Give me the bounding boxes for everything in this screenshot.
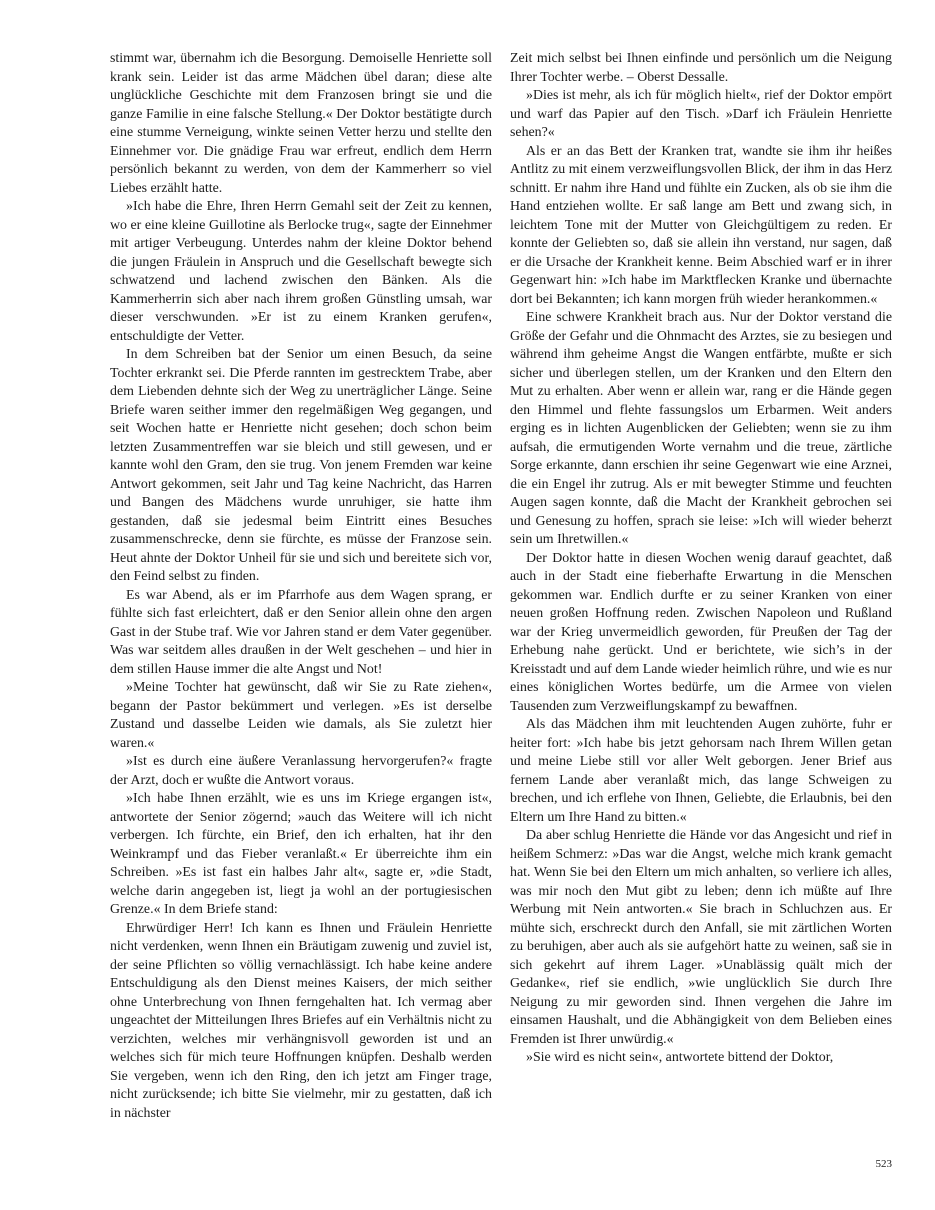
paragraph: »Ist es durch eine äußere Veranlassung hervorgerufen?« fragte der Arzt, doch er wußte die Antwort voraus. [110, 754, 492, 788]
paragraph: Als das Mädchen ihm mit leuchtenden Augen zuhörte, fuhr er heiter fort: »Ich habe bis jetzt gehorsam nach Ihrem Willen getan und meine Liebe still vor aller Welt geborgen. Jener Brief aus fernem Lande aber veranlaßt mich, das lange Schweigen zu brechen, und ich erflehe von Ihnen, Geliebte, die Erlaubnis, bei den Eltern um Ihre Hand zu bitten.« [510, 717, 892, 825]
paragraph: Eine schwere Krankheit brach aus. Nur der Doktor verstand die Größe der Gefahr und die Ohnmacht des Arztes, sie zu besiegen und während ihm geheime Angst die Wangen entfärbte, mußte er sich sicher und überlegen stellen, um der Kranken und den Eltern den Mut zu erhalten. Aber wenn er allein war, rang er die Hände gegen den Himmel und flehte fassungslos um Erbarmen. Weit anders erging es in lichten Augenblicken der Geliebten; wenn sie zu ihm aufsah, die ermutigenden Worte vernahm und die treue, zärtliche Sorge erkannte, dann erschien ihr seine Gegenwart wie eine Arznei, die ein Engel ihr zutrug. Als er mit bewegter Stimme und feuchten Augen sagen konnte, daß die Macht der Krankheit gebrochen sei und Genesung zu hoffen, sprach sie leise: »Ich will wieder beherzt sein um Ihretwillen.« [510, 310, 892, 547]
paragraph: Zeit mich selbst bei Ihnen einfinde und persönlich um die Neigung Ihrer Tochter werbe. – Oberst Dessalle. [510, 51, 892, 85]
paragraph: Da aber schlug Henriette die Hände vor das Angesicht und rief in heißem Schmerz: »Das war die Angst, welche mich krank gemacht hat. Wenn Sie bei den Eltern um mich anhalten, so verliere ich alles, was mir noch den Mut gibt zu leben; denn ich müßte auf Ihre Werbung mit Nein antworten.« Sie brach in Schluchzen aus. Er mühte sich, erschreckt durch den Anfall, sie mit zärtlichen Worten zu beruhigen, aber auch als sie aufgehört hatte zu weinen, saß sie in sich gekehrt auf ihrem Lager. »Unablässig quält mich der Gedanke«, rief sie endlich, »wie unglücklich Sie durch Ihre Neigung zu mir geworden sind. Ihnen vergehen die Jahre im einsamen Haushalt, und die Abhängigkeit von dem Belieben eines Fremden ist Ihrer unwürdig.« [510, 828, 892, 1047]
paragraph: stimmt war, übernahm ich die Besorgung. Demoiselle Henriette soll krank sein. Leider ist das arme Mädchen übel daran; diese alte unglückliche Geschichte mit dem Franzosen bringt sie und die ganze Familie in eine falsche Stellung.« Der Doktor bestätigte durch eine stumme Verneigung, winkte seinen Vetter herzu und stellte den Einnehmer vor. Die gnädige Frau war erfreut, endlich dem Herrn persönlich bekannt zu werden, von dem der Kammerherr so viel Liebes erzählt hatte. [110, 51, 492, 196]
paragraph: Ehrwürdiger Herr! Ich kann es Ihnen und Fräulein Henriette nicht verdenken, wenn Ihnen ein Bräutigam zuwenig und zuviel ist, der seine Pflichten so völlig vernachlässigt. Ich habe keine andere Entschuldigung als den Dienst meines Kaisers, der mich seither ohne Unterbrechung von Ihnen ferngehalten hat. Ich vermag aber ungeachtet der Mitteilungen Ihres Briefes auf ein Verhältnis nicht zu verzichten, welches mir verhängnisvoll geworden ist und an welches sich für mich teure Hoffnungen knüpfen. Deshalb werden Sie vergeben, wenn ich den Ring, den ich jetzt am Finger trage, nicht zurücksende; ich bitte Sie vielmehr, mir zu gestatten, daß ich in nächster [110, 920, 492, 1121]
paragraph: Der Doktor hatte in diesen Wochen wenig darauf geachtet, daß auch in der Stadt eine fieberhafte Erwartung in die Menschen gekommen war. Endlich durfte er zu seiner Kranken von einer neuen großen Hoffnung reden. Zwischen Napoleon und Rußland war der Krieg unvermeidlich geworden, für Preußen der Tag der Erhebung nahe gerückt. Und er berichtete, wie sich’s in der Kreisstadt und auf dem Lande wieder heimlich rühre, und wie es nur eines königlichen Wortes bedürfe, um die Armee von vielen Tausenden zum Verzweiflungskampf zu bewaffnen. [510, 550, 892, 714]
paragraph: Als er an das Bett der Kranken trat, wandte sie ihm ihr heißes Antlitz zu mit einem verzweiflungsvollen Blick, der ihm in das Herz schnitt. Er nahm ihre Hand und fühlte ein Zucken, als ob sie ihm die Hand entziehen wollte. Er saß lange am Bett und zwang sich, in leichtem Tone mit der Mutter von Gleichgültigem zu reden. Er konnte der Geliebten so, daß sie allein ihn verstand, nur sagen, daß er die Ursache der Krankheit kenne. Beim Abschied warf er in ihrer Gegenwart hin: »Ich habe im Marktflecken Kranke und übernachte dort bei Bekannten; ich kann morgen früh wieder herankommen.« [510, 143, 892, 307]
paragraph: In dem Schreiben bat der Senior um einen Besuch, da seine Tochter erkrankt sei. Die Pferde rannten im gestrecktem Trabe, aber dem Liebenden dehnte sich der Weg zu unerträglicher Länge. Seine Briefe waren seither immer den regelmäßigen Weg gegangen, und seit Wochen hatte er Henriette nicht gesehen; doch schon beim letzten Zusammentreffen war sie bleich und still gewesen, und er kannte wohl den Gram, den sie trug. Von jenem Fremden war keine Antwort gekommen, seit Jahr und Tag keine Nachricht, das Harren und Bangen des Mädchens wurde unruhiger, sie hatte ihm gestanden, daß sie jedesmal beim Eintritt eines Besuches zusammenschrecke, denn sie fürchte, es müsse der Franzose sein. Heut ahnte der Doktor Unheil für sie und sich und bereitete sich vor, den Feind selbst zu finden. [110, 347, 492, 584]
left-text-column [110, 50, 492, 1123]
page-number: 523 [875, 1158, 892, 1170]
paragraph: »Meine Tochter hat gewünscht, daß wir Sie zu Rate ziehen«, begann der Pastor bekümmert und verlegen. »Es ist derselbe Zustand und dasselbe Leiden wie damals, als Sie zuletzt hier waren.« [110, 680, 492, 751]
paragraph: »Ich habe die Ehre, Ihren Herrn Gemahl seit der Zeit zu kennen, wo er eine kleine Guillotine als Berlocke trug«, sagte der Einnehmer mit artiger Verbeugung. Unterdes nahm der kleine Doktor behend die jungen Fräulein in Anspruch und die Gesellschaft bewegte sich schwatzend und lachend zwischen den Bänken. Als die Kammerherrin sich aber nach ihrem großen Günstling umsah, war dieser verschwunden. »Er ist zu einem Kranken gerufen«, entschuldigte der Vetter. [110, 199, 492, 344]
paragraph: »Dies ist mehr, als ich für möglich hielt«, rief der Doktor empört und warf das Papier auf den Tisch. »Darf ich Fräulein Henriette sehen?« [510, 88, 892, 140]
paragraph: »Sie wird es nicht sein«, antwortete bittend der Doktor, [526, 1050, 834, 1065]
paragraph: »Ich habe Ihnen erzählt, wie es uns im Kriege ergangen ist«, antwortete der Senior zögernd; »auch das Weitere will ich nicht verbergen. Ich fürchte, ein Brief, den ich erhalten, hat ihr den Weinkrampf und das Fieber veranlaßt.« Er überreichte ihm ein Schreiben. »Es ist fast ein halbes Jahr alt«, sagte er, »die Stadt, welche darin angegeben ist, liegt ja wohl an der portugiesischen Grenze.« In dem Briefe stand: [110, 791, 492, 917]
paragraph: Es war Abend, als er im Pfarrhofe aus dem Wagen sprang, er fühlte sich fast erleichtert, daß er den Senior allein ohne den argen Gast in der Stube traf. Wie vor Jahren stand er dem Vater gegenüber. Was war seitdem alles draußen in der Welt geschehen – und hier in dem stillen Hause immer die alte Angst und Not! [110, 587, 492, 677]
right-text-column [510, 50, 892, 1068]
